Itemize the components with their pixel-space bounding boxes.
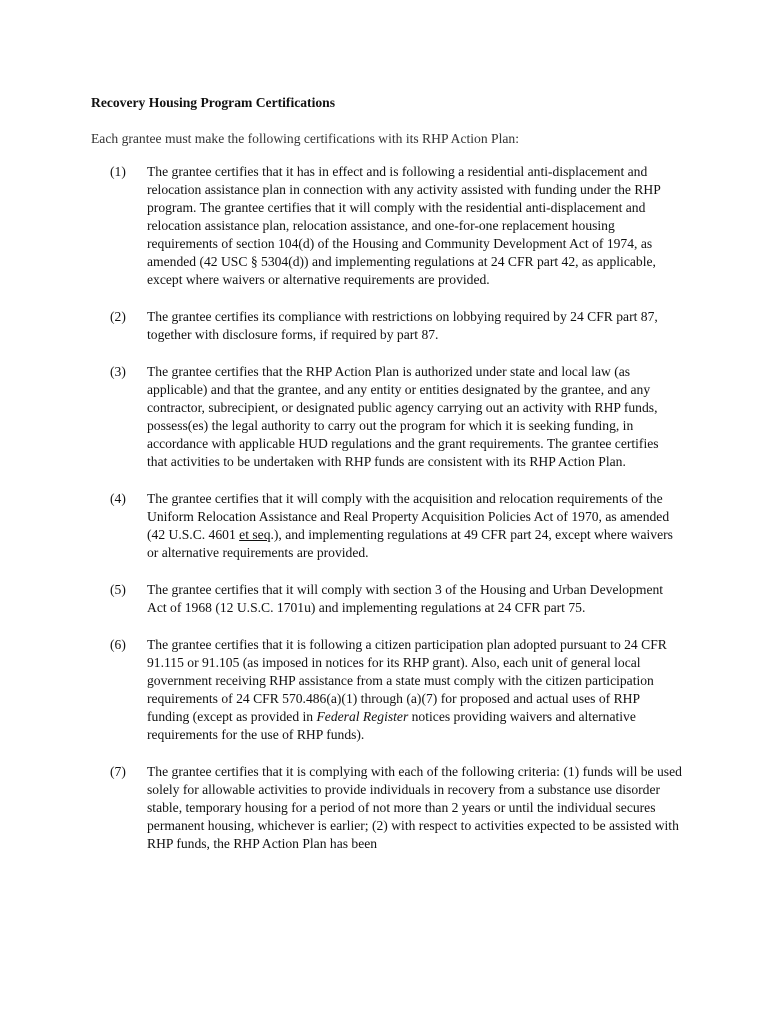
item-number: (6) xyxy=(110,637,126,652)
item-number: (7) xyxy=(110,764,126,779)
item-text-part: The grantee certifies that it will comply with the acquisition and relocation requirements of the Uniform Relocation Assistance and Real Property Acquisition Policies Act of 1970, as amended (42 U.S.C. 4601 xyxy=(147,491,670,542)
list-item xyxy=(0,763,770,853)
certification-list xyxy=(0,163,770,872)
italic-term: Federal Register xyxy=(316,709,409,724)
item-number: (5) xyxy=(110,582,126,597)
list-item xyxy=(0,363,770,471)
item-text xyxy=(147,636,682,744)
item-number: (3) xyxy=(110,364,126,379)
item-text-part: notices providing waivers and alternative requirements for the use of RHP funds). xyxy=(147,709,636,742)
item-text: The grantee certifies that it has in effect and is following a residential anti-displacement and relocation assistance plan in connection with any activity assisted with funding under the RHP program. The grantee certifies that it will comply with the residential anti-displacement and relocation assistance plan, relocation assistance, and one-for-one replacement housing requirements of section 104(d) of the Housing and Community Development Act of 1974, as amended (42 USC § 5304(d)) and implementing regulations at 24 CFR part 42, as applicable, except where waivers or alternative requirements are provided. xyxy=(147,164,661,287)
list-item xyxy=(0,581,770,617)
item-text: The grantee certifies that it will comply with section 3 of the Housing and Urban Development Act of 1968 (12 U.S.C. 1701u) and implementing regulations at 24 CFR part 75. xyxy=(147,582,664,615)
list-item xyxy=(0,308,770,344)
item-text-part: The grantee certifies that it is following a citizen participation plan adopted pursuant to 24 CFR 91.115 or 91.105 (as imposed in notices for its RHP grant). Also, each unit of general local government receiving RHP assistance from a state must comply with the citizen participation requirements of 24 CFR 570.486(a)(1) through (a)(7) for proposed and actual uses of RHP funding (except as provided in xyxy=(147,637,667,724)
item-text: The grantee certifies that it is complying with each of the following criteria: (1) funds will be used solely for allowable activities to provide individuals in recovery from a substance use disorder stable, temporary housing for a period of not more than 2 years or until the individual secures permanent housing, whichever is earlier; (2) with respect to activities expected to be assisted with RHP funds, the RHP Action Plan has been xyxy=(147,764,682,851)
item-text: The grantee certifies its compliance with restrictions on lobbying required by 24 CFR part 87, together with disclosure forms, if required by part 87. xyxy=(147,309,658,342)
item-text: The grantee certifies that the RHP Action Plan is authorized under state and local law (as applicable) and that the grantee, and any entity or entities designated by the grantee, and any contractor, subrecipient, or designated public agency carrying out an activity with RHP funds, possess(es) the legal authority to carry out the program for which it is seeking funding, in accordance with applicable HUD regulations and the grant requirements. The grantee certifies that activities to be undertaken with RHP funds are consistent with its RHP Action Plan. xyxy=(147,364,659,469)
list-item xyxy=(0,163,770,289)
document-title: Recovery Housing Program Certifications xyxy=(91,95,336,110)
list-item xyxy=(0,490,770,562)
intro-text: Each grantee must make the following certifications with its RHP Action Plan: xyxy=(91,131,519,146)
item-text xyxy=(147,490,682,562)
item-number: (2) xyxy=(110,309,126,324)
underlined-term: et seq xyxy=(239,527,271,542)
item-number: (4) xyxy=(110,491,126,506)
list-item xyxy=(0,636,770,744)
item-number: (1) xyxy=(110,164,126,179)
item-text-part: .), and implementing regulations at 49 CFR part 24, except where waivers or alternative requirements are provided. xyxy=(147,527,673,560)
